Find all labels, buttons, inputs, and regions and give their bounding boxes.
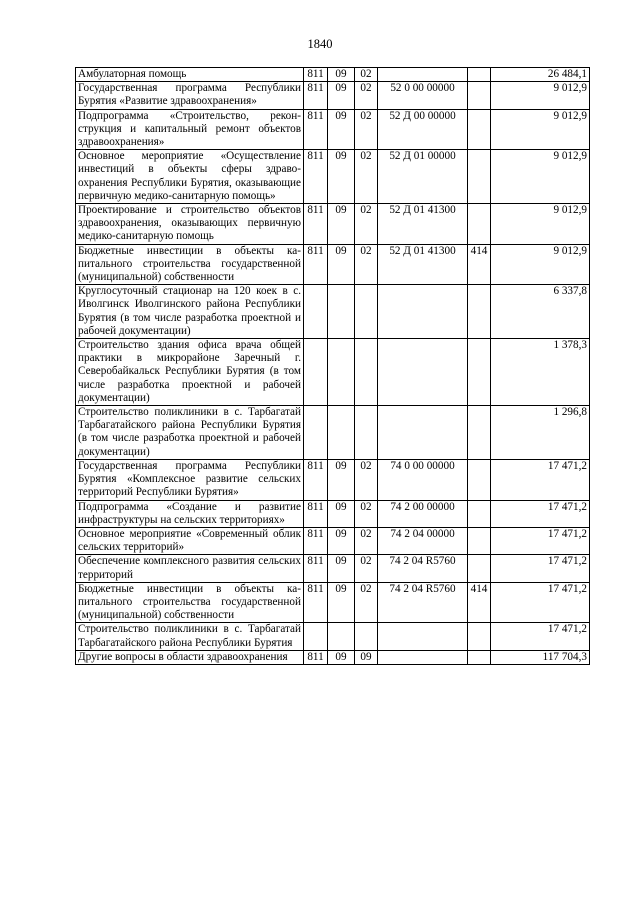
subsection-code: 02 — [355, 68, 378, 82]
chief-administrator-code — [304, 339, 328, 406]
budget-table — [75, 67, 590, 665]
line-item-name: Государственная программа Республики Бурятия «Комплексное развитие сельских территорий Республики Бурятия» — [76, 459, 304, 500]
section-code: 09 — [328, 527, 355, 554]
line-item-name: Государственная программа Республики Бурятия «Развитие здравоохранения» — [76, 82, 304, 109]
amount: 1 296,8 — [491, 406, 590, 460]
target-article-code: 52 Д 00 00000 — [378, 109, 468, 150]
expense-type-code — [468, 650, 491, 664]
target-article-code: 52 Д 01 41300 — [378, 244, 468, 285]
table-row — [76, 527, 590, 554]
line-item-name: Подпрограмма «Создание и развитие инфраструктуры на сельских территориях» — [76, 500, 304, 527]
target-article-code — [378, 68, 468, 82]
table-row — [76, 500, 590, 527]
section-code: 09 — [328, 82, 355, 109]
table-row — [76, 244, 590, 285]
page-number: 1840 — [307, 37, 333, 51]
amount: 9 012,9 — [491, 109, 590, 150]
section-code: 09 — [328, 150, 355, 204]
chief-administrator-code: 811 — [304, 459, 328, 500]
table-row — [76, 339, 590, 406]
section-code — [328, 339, 355, 406]
line-item-name: Амбулаторная помощь — [76, 68, 304, 82]
amount: 17 471,2 — [491, 623, 590, 650]
amount: 1 378,3 — [491, 339, 590, 406]
target-article-code: 74 2 04 00000 — [378, 527, 468, 554]
expense-type-code — [468, 500, 491, 527]
table-row — [76, 650, 590, 664]
line-item-name: Бюджетные инвестиции в объекты капитального строительства государственной (муниципальной) собственности — [76, 244, 304, 285]
target-article-code: 52 Д 01 00000 — [378, 150, 468, 204]
amount: 9 012,9 — [491, 244, 590, 285]
section-code — [328, 285, 355, 339]
chief-administrator-code: 811 — [304, 582, 328, 623]
chief-administrator-code: 811 — [304, 109, 328, 150]
line-item-name: Основное мероприятие «Осуществление инвестиций в объекты сферы здравоохранения Республики Бурятия, оказывающие первичную медико-санитарную помощь» — [76, 150, 304, 204]
expense-type-code — [468, 527, 491, 554]
target-article-code: 74 2 04 R5760 — [378, 582, 468, 623]
chief-administrator-code — [304, 285, 328, 339]
amount: 9 012,9 — [491, 82, 590, 109]
chief-administrator-code: 811 — [304, 204, 328, 245]
table-row — [76, 150, 590, 204]
table-row — [76, 406, 590, 460]
amount: 17 471,2 — [491, 555, 590, 582]
chief-administrator-code: 811 — [304, 527, 328, 554]
table-row — [76, 109, 590, 150]
amount: 9 012,9 — [491, 150, 590, 204]
line-item-name: Основное мероприятие «Современный облик сельских территорий» — [76, 527, 304, 554]
subsection-code: 02 — [355, 204, 378, 245]
chief-administrator-code: 811 — [304, 244, 328, 285]
target-article-code — [378, 650, 468, 664]
chief-administrator-code: 811 — [304, 150, 328, 204]
target-article-code — [378, 339, 468, 406]
subsection-code: 02 — [355, 150, 378, 204]
expense-type-code: 414 — [468, 582, 491, 623]
chief-administrator-code: 811 — [304, 68, 328, 82]
section-code: 09 — [328, 244, 355, 285]
line-item-name: Проектирование и строительство объектов здравоохранения, оказывающих первичную медико-санитарную помощь — [76, 204, 304, 245]
section-code — [328, 406, 355, 460]
section-code: 09 — [328, 204, 355, 245]
subsection-code — [355, 406, 378, 460]
subsection-code: 02 — [355, 527, 378, 554]
line-item-name: Другие вопросы в области здравоохранения — [76, 650, 304, 664]
subsection-code: 02 — [355, 244, 378, 285]
chief-administrator-code: 811 — [304, 555, 328, 582]
expense-type-code — [468, 68, 491, 82]
subsection-code: 02 — [355, 82, 378, 109]
section-code: 09 — [328, 582, 355, 623]
target-article-code — [378, 406, 468, 460]
table-row — [76, 68, 590, 82]
subsection-code: 02 — [355, 459, 378, 500]
section-code — [328, 623, 355, 650]
amount: 6 337,8 — [491, 285, 590, 339]
subsection-code — [355, 623, 378, 650]
amount: 9 012,9 — [491, 204, 590, 245]
amount: 17 471,2 — [491, 527, 590, 554]
expense-type-code — [468, 339, 491, 406]
expense-type-code — [468, 406, 491, 460]
expense-type-code — [468, 204, 491, 245]
subsection-code — [355, 339, 378, 406]
expense-type-code: 414 — [468, 244, 491, 285]
subsection-code — [355, 285, 378, 339]
target-article-code — [378, 285, 468, 339]
line-item-name: Обеспечение комплексного развития сельских территорий — [76, 555, 304, 582]
section-code: 09 — [328, 555, 355, 582]
table-row — [76, 555, 590, 582]
section-code: 09 — [328, 500, 355, 527]
amount: 17 471,2 — [491, 459, 590, 500]
subsection-code: 02 — [355, 109, 378, 150]
table-row — [76, 623, 590, 650]
line-item-name: Подпрограмма «Строительство, реконструкция и капитальный ремонт объектов здравоохранения» — [76, 109, 304, 150]
line-item-name: Бюджетные инвестиции в объекты капитального строительства государственной (муниципальной) собственности — [76, 582, 304, 623]
line-item-name: Строительство поликлиники в с. Тарбагатай Тарбагатайского района Республики Бурятия — [76, 623, 304, 650]
target-article-code — [378, 623, 468, 650]
expense-type-code — [468, 150, 491, 204]
line-item-name: Строительство поликлиники в с. Тарбагатай Тарбагатайского района Республики Бурятия (в том числе разработка проектной и рабочей документации) — [76, 406, 304, 460]
chief-administrator-code: 811 — [304, 82, 328, 109]
expense-type-code — [468, 285, 491, 339]
target-article-code: 52 0 00 00000 — [378, 82, 468, 109]
section-code: 09 — [328, 109, 355, 150]
table-row — [76, 285, 590, 339]
amount: 17 471,2 — [491, 582, 590, 623]
table-row — [76, 204, 590, 245]
chief-administrator-code — [304, 623, 328, 650]
subsection-code: 09 — [355, 650, 378, 664]
subsection-code: 02 — [355, 555, 378, 582]
amount: 17 471,2 — [491, 500, 590, 527]
chief-administrator-code: 811 — [304, 650, 328, 664]
target-article-code: 74 2 04 R5760 — [378, 555, 468, 582]
subsection-code: 02 — [355, 582, 378, 623]
amount: 117 704,3 — [491, 650, 590, 664]
table-row — [76, 82, 590, 109]
chief-administrator-code: 811 — [304, 500, 328, 527]
section-code: 09 — [328, 68, 355, 82]
expense-type-code — [468, 82, 491, 109]
expense-type-code — [468, 555, 491, 582]
target-article-code: 74 2 00 00000 — [378, 500, 468, 527]
section-code: 09 — [328, 459, 355, 500]
amount: 26 484,1 — [491, 68, 590, 82]
chief-administrator-code — [304, 406, 328, 460]
target-article-code: 74 0 00 00000 — [378, 459, 468, 500]
table-row — [76, 459, 590, 500]
target-article-code: 52 Д 01 41300 — [378, 204, 468, 245]
section-code: 09 — [328, 650, 355, 664]
line-item-name: Круглосуточный стационар на 120 коек в с. Иволгинск Иволгинского района Республики Бурятия (в том числе разработка проектной и рабочей документации) — [76, 285, 304, 339]
expense-type-code — [468, 109, 491, 150]
subsection-code: 02 — [355, 500, 378, 527]
table-row — [76, 582, 590, 623]
expense-type-code — [468, 459, 491, 500]
line-item-name: Строительство здания офиса врача общей практики в микрорайоне Заречный г. Северобайкальск Республики Бурятия (в том числе разработка проектной и рабочей документации) — [76, 339, 304, 406]
expense-type-code — [468, 623, 491, 650]
